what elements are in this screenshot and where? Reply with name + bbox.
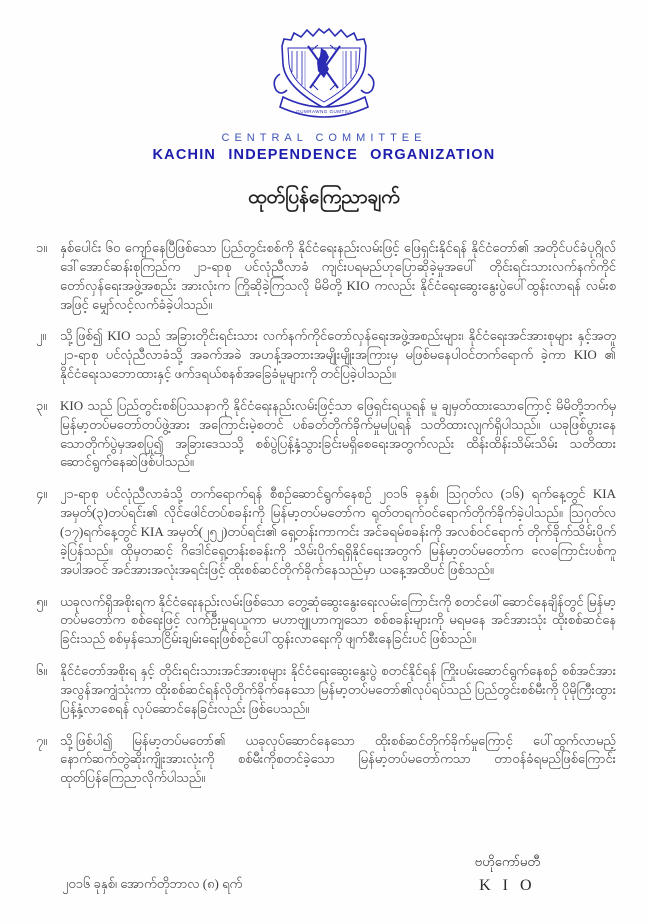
issue-date: ၂၀၁၆ ခုနှစ်၊ အောက်တိုဘာလ (၈) ရက်: [62, 876, 243, 891]
paragraph-3: [36, 397, 616, 472]
signature-org: K I O: [479, 877, 536, 894]
paragraph-number: ၄။: [36, 486, 48, 502]
paragraph-1: [36, 239, 616, 314]
paragraph-text: သို့ဖြစ်ပါ၍ မြန်မာ့တပ်မတော်၏ ယခုလုပ်ဆောင်နေသော ထိုးစစ်ဆင်တိုက်ခိုက်မှုကြောင့် ပေါ်ထွက်လာမည့် နောက်ဆက်တွဲဆိုးကျိုးအားလုံးကို စစ်မီးကိုစတင်ခဲ့သော မြန်မာ့တပ်မတော်ကသာ တာဝန်ခံရမည်ဖြစ်ကြောင်း ထုတ်ပြန်ကြေညာလိုက်ပါသည်။: [60, 732, 616, 786]
paragraph-number: ၂။: [36, 328, 47, 344]
paragraph-7: [36, 732, 616, 789]
paragraph-number: ၁။: [36, 240, 48, 255]
paragraph-number: ၃။: [36, 397, 48, 413]
statement-body: [36, 239, 616, 788]
paragraph-number: ၇။: [36, 732, 48, 748]
signature-title: ဗဟိုကော်မတီ: [474, 854, 540, 869]
paragraph-text: နှစ်ပေါင်း ၆၀ ကျော်နေပြီဖြစ်သော ပြည်တွင်းစစ်ကို နိုင်ငံရေးနည်းလမ်းဖြင့် ဖြေရှင်းနိုင်ရန် နိုင်ငံတော်၏ အတိုင်ပင်ခံပုဂ္ဂိုလ် ဒေါ်အောင်ဆန်းစုကြည်က ၂၁-ရာစု ပင်လုံညီလာခံ ကျင်းပရမည်ဟုပြောဆိုခဲ့မှုအပေါ် တိုင်းရင်းသားလက်နက်ကိုင်တော်လှန်ရေးအဖွဲ့အစည်း အားလုံးက ကြိုဆိုခဲ့ကြသလို မိမိတို့ KIO ကလည်း နိုင်ငံရေးဆွေးနွေးပွဲပေါ်ထွန်းလာရန် လမ်းစအဖြင့် မျှော်လင့်လက်ခံခဲ့ပါသည်။: [60, 240, 616, 312]
letterhead: [0, 132, 648, 163]
paragraph-text: ၂၁-ရာစု ပင်လုံညီလာခံသို့ တက်ရောက်ရန် စီစဉ်ဆောင်ရွက်နေစဉ် ၂၀၁၆ ခုနှစ်၊ သြဂုတ်လ (၁၆) ရက်နေ့တွင် KIA အမှတ်(၃)တပ်ရင်း၏ လိုင်ဖေါင်တပ်စခန်းကို မြန်မာ့တပ်မတော်က ရုတ်တရက်ဝင်ရောက်တိုက်ခိုက်ခဲ့ပါသည်။ သြဂုတ်လ (၁၇)ရက်နေ့တွင် KIA အမှတ်(၂၅၂)တပ်ရင်း၏ ရှေ့တန်းကာကင်း အင်ခရမ်စခန်းကို အလစ်ဝင်ရောက် တိုက်ခိုက်သိမ်းပိုက်ခဲ့ပြန်သည်။ ထိုမှတဆင့် ဂိဒေါင်ရှေ့တန်းစခန်းကို သိမ်းပိုက်ရရှိနိုင်ရေးအတွက် မြန်မာ့တပ်မတော်က လေကြောင်းပစ်ကူအပါအဝင် အင်အားအလုံးအရင်းဖြင့် ထိုးစစ်ဆင်တိုက်ခိုက်နေသည်မှာ ယနေ့အထိပင် ဖြစ်သည်။: [60, 486, 616, 577]
paragraph-text: ယခုလက်ရှိအစိုးရက နိုင်ငံရေးနည်းလမ်းဖြစ်သော တွေ့ဆုံဆွေးနွေးရေးလမ်းကြောင်းကို စတင်ဖေါ်ဆောင်နေချိန်တွင် မြန်မာ့တပ်မတော်က စစ်ရေးဖြင့် လက်ဦးမှုရယူကာ မဟာဗျူဟာကျသော စစ်စခန်းများကို မရမနေ အင်အားသုံး ထိုးစစ်ဆင်နေခြင်းသည် စစ်မှန်သောငြိမ်းချမ်းရေးဖြစ်စဉ်ပေါ်ထွန်းလာရေးကို ဖျက်စီးနေခြင်းပင် ဖြစ်သည်။: [60, 593, 616, 647]
paragraph-number: ၆။: [36, 663, 48, 679]
committee-line: CENTRAL COMMITTEE: [221, 132, 427, 144]
paragraph-text: နိုင်ငံတော်အစိုးရ နှင့် တိုင်းရင်းသားအင်အားစုများ နိုင်ငံရေးဆွေးနွေးပွဲ စတင်နိုင်ရန် ကြိုးပမ်းဆောင်ရွက်နေစဉ် စစ်အင်အားအလွန်အကျွံသုံးကာ ထိုးစစ်ဆင်ရန်လိုတိုက်ခိုက်နေသော မြန်မာ့တပ်မတော်၏လုပ်ရပ်သည် ပြည်တွင်းစစ်မီးကို ပိုမိုကြီးထွားပြန့်နှံ့လာစေရန် လုပ်ဆောင်နေခြင်းလည်း ဖြစ်ပေသည်။: [60, 663, 616, 716]
paragraph-5: [36, 593, 616, 650]
paragraph-2: [36, 327, 616, 384]
paragraph-6: [36, 662, 616, 719]
page-title: ထုတ်ပြန်ကြေညာချက်: [248, 187, 400, 208]
organization-name: KACHIN INDEPENDENCE ORGANIZATION: [152, 147, 496, 163]
emblem-ribbon-text: GUMRAWNG GUMTSA: [296, 109, 352, 114]
paragraph-text: သို့ဖြစ်၍ KIO သည် အခြားတိုင်းရင်းသား လက်နက်ကိုင်တော်လှန်ရေးအဖွဲ့အစည်းများ၊ နိုင်ငံရေးအင်အားစုများ နှင့်အတူ ၂၁-ရာစု ပင်လုံညီလာခံသို့ အခက်အခဲ အဟန့်အတားအမျိုးမျိုးအကြားမှ မဖြစ်မနေပါဝင်တက်ရောက် ခဲ့ကာ KIO ၏ နိုင်ငံရေးသဘောထားနှင့် ဖက်ဒရယ်စနစ်အခြေခံမူများကို တင်ပြခဲ့ပါသည်။: [60, 328, 616, 382]
kio-crest-emblem-icon: [268, 24, 380, 126]
paragraph-number: ၅။: [36, 593, 48, 609]
paragraph-4: [36, 485, 616, 579]
paragraph-text: KIO သည် ပြည်တွင်းစစ်ပြဿနာကို နိုင်ငံရေးနည်းလမ်းဖြင့်သာ ဖြေရှင်းရယူရန် မူ ချမှတ်ထားသောကြောင့် မိမိတို့ဘက်မှ မြန်မာ့တပ်မတော်တပ်ဖွဲ့အား အကြောင်းမဲ့စတင် ပစ်ခတ်တိုက်ခိုက်မှုမပြုရန် သတိထားလျက်ရှိပါသည်။ ယခုဖြစ်ပွားနေသောတိုက်ပွဲမှအစပြု၍ အခြားဒေသသို့ စစ်ပွဲပြန့်နှံ့သွားခြင်းမရှိစေရေးအတွက်လည်း ထိန်းထိန်းသိမ်းသိမ်း သတိထားဆောင်ရွက်နေဆဲဖြစ်ပါသည်။: [60, 397, 616, 470]
signature-block: [475, 854, 540, 895]
